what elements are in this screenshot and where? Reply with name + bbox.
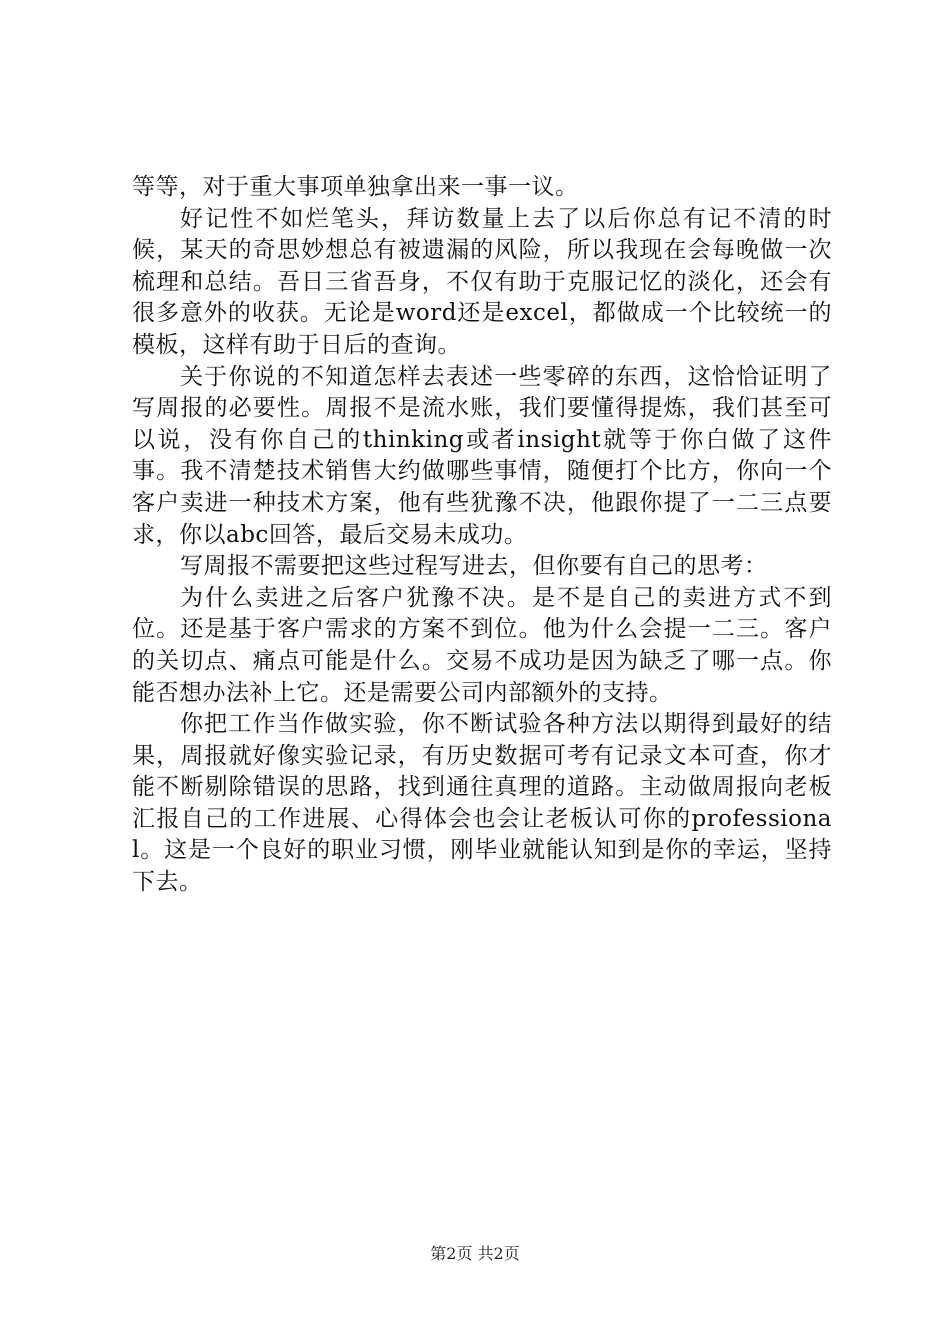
paragraph-experiment: 你把工作当作做实验，你不断试验各种方法以期得到最好的结果，周报就好像实验记录，有历史数据可考有记录文本可查，你才能不断剔除错误的思路，找到通往真理的道路。主动做周报向老板汇报自己的工作进展、心得体会也会让老板认可你的professional。这是一个良好的职业习惯，刚毕业就能认知到是你的幸运，坚持下去。 bbox=[132, 711, 832, 896]
page-number-label: 第2页 共2页 bbox=[430, 1244, 520, 1263]
paragraph-reflection-intro: 写周报不需要把这些过程写进去，但你要有自己的思考： bbox=[180, 553, 768, 580]
paragraph-reflection-questions: 为什么卖进之后客户犹豫不决。是不是自己的卖进方式不到位。还是基于客户需求的方案不到位。他为什么会提一二三。客户的关切点、痛点可能是什么。交易不成功是因为缺乏了哪一点。你能否想办法补上它。还是需要公司内部额外的支持。 bbox=[132, 584, 832, 706]
paragraph-weekly-report-purpose: 关于你说的不知道怎样去表述一些零碎的东西，这恰恰证明了写周报的必要性。周报不是流水账，我们要懂得提炼，我们甚至可以说，没有你自己的thinking或者insight就等于你白做了这件事。我不清楚技术销售大约做哪些事情，随便打个比方，你向一个客户卖进一种技术方案，他有些犹豫不决，他跟你提了一二三点要求，你以abc回答，最后交易未成功。 bbox=[132, 363, 832, 548]
paragraph-memory: 好记性不如烂笔头，拜访数量上去了以后你总有记不清的时候，某天的奇思妙想总有被遗漏的风险，所以我现在会每晚做一次梳理和总结。吾日三省吾身，不仅有助于克服记忆的淡化，还会有很多意外的收获。无论是word还是excel，都做成一个比较统一的模板，这样有助于日后的查询。 bbox=[132, 205, 832, 358]
paragraph-continuation: 等等，对于重大事项单独拿出来一事一议。 bbox=[132, 174, 579, 200]
page-footer bbox=[0, 1244, 950, 1264]
document-body bbox=[132, 172, 832, 899]
